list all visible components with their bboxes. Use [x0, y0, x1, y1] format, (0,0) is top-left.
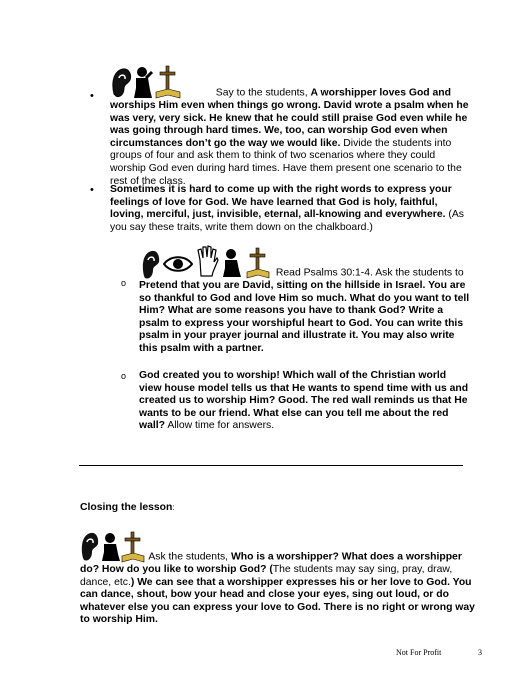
sub-bullet-2-rest: Allow time for answers. [167, 420, 275, 432]
praying-person-icon [221, 248, 243, 278]
closing-intro: Ask the students, [148, 551, 229, 563]
sub-bullet-1-paragraph [139, 244, 471, 356]
bullet-1-rest: Divide the students into groups of four and ask them to think of two scenarios where they could worship God even during hard times. Have them present one scenario to the rest of the class. [110, 137, 462, 187]
closing-bold-2: ) We can see that a worshipper expresses his or her love to God. You can dance, shout, bow your head and close your eyes, sing out loud, or do whatever else you can express your love to God. There is no right or wrong way to worship Him. [80, 576, 475, 626]
ear-icon [141, 248, 161, 280]
sub-bullet-1-bold: Pretend that you are David, sitting on the hillside in Israel. You are so thankful to God and love Him so much. What do you want to tell Him? What are some reasons you have to thank God? Write a psalm to express your worshipful heart to God. You can write this psalm in your prayer journal and illustrate it. You may also write this psalm with a partner. [139, 280, 470, 354]
page-number: 3 [478, 648, 482, 657]
sub-bullet-1-mid: Ask the students to [375, 267, 464, 279]
eye-icon [163, 254, 193, 274]
bullet-marker: • [90, 90, 94, 102]
sub-bullet-2-paragraph [139, 370, 471, 433]
closing-normal-1: The students may say sing, pray, draw, dance, etc. [80, 564, 453, 588]
section-divider [79, 465, 463, 466]
bullet-1-paragraph [110, 66, 470, 188]
cross-bible-icon [120, 530, 146, 564]
closing-heading [80, 502, 175, 515]
closing-paragraph [80, 530, 475, 627]
bullet-2-rest: (As you say these traits, write them down on the chalkboard.) [110, 209, 464, 233]
closing-bold-1: Who is a worshipper? What does a worshipper do? How do you like to worship God? ( [80, 551, 462, 575]
ear-icon [80, 530, 100, 562]
sub-bullet-2-bold: God created you to worship! Which wall of the Christian world view house model tells us that He wants to spend time with us and created us to worship Him? Good. The red wall reminds us that He wants to be our friend. What else can you tell me about the red wall? [139, 370, 469, 432]
closing-heading-colon: : [172, 503, 175, 512]
bullet-marker: • [90, 184, 94, 196]
bullet-2-paragraph [110, 184, 470, 234]
bullet-2-bold: Sometimes it is hard to come up with the right words to express your feelings of love for God. We have learned that God is holy, faithful, loving, merciful, just, invisible, eternal, all-knowing and everywhere. [110, 184, 452, 221]
closing-heading-text: Closing the lesson [80, 502, 173, 513]
sub-bullet-marker: o [121, 278, 127, 288]
bullet-1-intro: Say to the students, [215, 87, 308, 99]
footer-label: Not For Profit [396, 648, 442, 657]
cross-bible-icon [154, 64, 182, 98]
praying-person-icon [132, 66, 154, 100]
sub-bullet-1-intro: Read Psalms 30:1-4. [275, 267, 373, 279]
hand-icon [195, 244, 219, 278]
cross-bible-icon [245, 246, 271, 280]
bullet-1-bold: A worshipper loves God and worships Him even when things go wrong. David wrote a psalm when he was very, very sick. He knew that he could still praise God even while he was going through hard times. We, too, can worship God even when circumstances don’t go the way we would like. [110, 87, 469, 149]
praying-person-icon [100, 532, 122, 562]
sub-bullet-marker: o [121, 371, 127, 381]
